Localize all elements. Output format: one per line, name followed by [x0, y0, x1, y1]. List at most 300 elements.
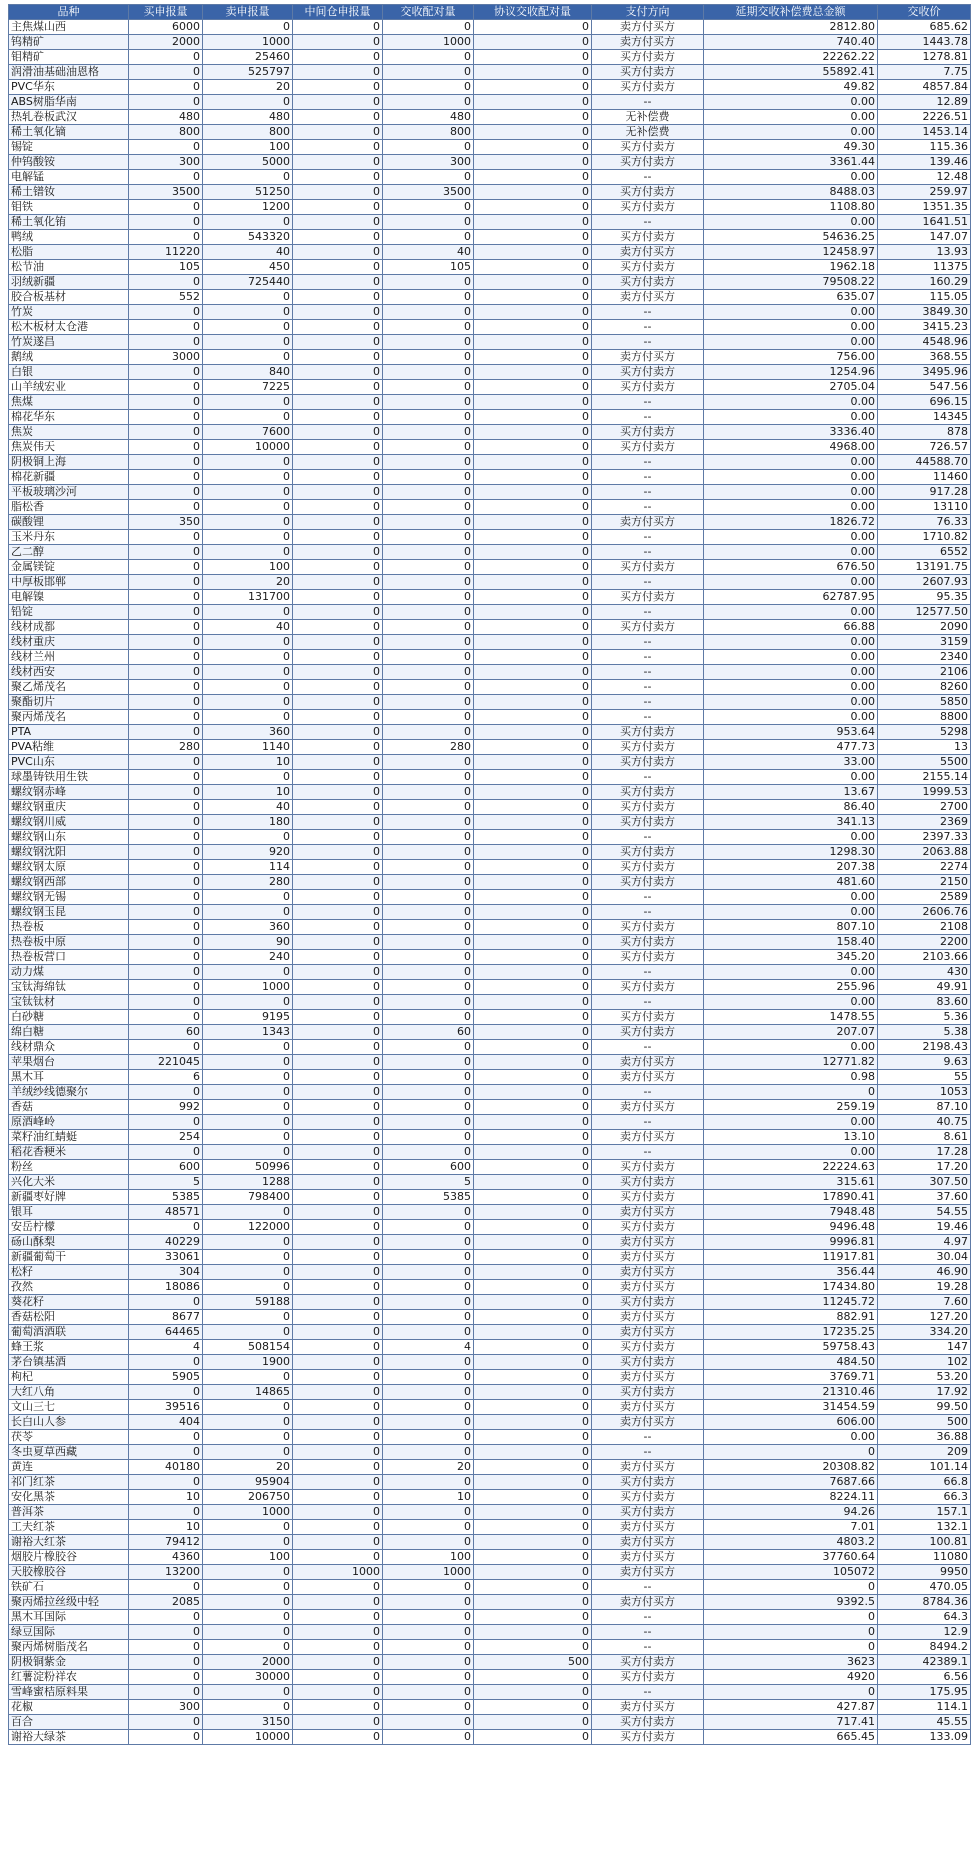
cell-agreement-matched: 0	[474, 380, 592, 395]
table-row	[9, 1280, 971, 1295]
cell-payment-direction: 卖方付买方	[592, 1235, 704, 1250]
cell-compensation-total: 4803.2	[704, 1535, 878, 1550]
cell-sell-declared: 9195	[203, 1010, 293, 1025]
cell-delivery-price: 139.46	[878, 155, 971, 170]
cell-agreement-matched: 0	[474, 1715, 592, 1730]
cell-agreement-matched: 0	[474, 50, 592, 65]
cell-variety: PVA粘维	[9, 740, 129, 755]
cell-sell-declared: 59188	[203, 1295, 293, 1310]
cell-buy-declared: 48571	[129, 1205, 203, 1220]
cell-payment-direction: --	[592, 605, 704, 620]
cell-sell-declared: 10000	[203, 1730, 293, 1745]
cell-agreement-matched: 0	[474, 365, 592, 380]
cell-buy-declared: 0	[129, 980, 203, 995]
cell-payment-direction: 卖方付买方	[592, 1250, 704, 1265]
cell-agreement-matched: 0	[474, 875, 592, 890]
cell-variety: 仲钨酸铵	[9, 155, 129, 170]
cell-compensation-total: 2812.80	[704, 20, 878, 35]
cell-payment-direction: --	[592, 650, 704, 665]
cell-sell-declared: 0	[203, 485, 293, 500]
cell-compensation-total: 0.00	[704, 695, 878, 710]
cell-variety: 棉花华东	[9, 410, 129, 425]
cell-delivery-matched: 0	[383, 845, 474, 860]
cell-variety: 螺纹钢无锡	[9, 890, 129, 905]
cell-variety: 松籽	[9, 1265, 129, 1280]
cell-agreement-matched: 0	[474, 650, 592, 665]
cell-sell-declared: 5000	[203, 155, 293, 170]
header-delivery-price: 交收价	[878, 5, 971, 20]
cell-variety: 长白山人参	[9, 1415, 129, 1430]
cell-agreement-matched: 0	[474, 935, 592, 950]
cell-buy-declared: 60	[129, 1025, 203, 1040]
table-row	[9, 1565, 971, 1580]
cell-buy-declared: 0	[129, 710, 203, 725]
cell-buy-declared: 0	[129, 800, 203, 815]
cell-intermediate-declared: 0	[293, 650, 383, 665]
cell-payment-direction: --	[592, 995, 704, 1010]
cell-payment-direction: 买方付卖方	[592, 845, 704, 860]
cell-compensation-total: 55892.41	[704, 65, 878, 80]
cell-sell-declared: 0	[203, 1640, 293, 1655]
cell-variety: 羊绒纱线德聚尔	[9, 1085, 129, 1100]
cell-sell-declared: 0	[203, 1100, 293, 1115]
table-row	[9, 935, 971, 950]
cell-payment-direction: 卖方付买方	[592, 1370, 704, 1385]
cell-variety: 枸杞	[9, 1370, 129, 1385]
cell-sell-declared: 360	[203, 920, 293, 935]
cell-sell-declared: 725440	[203, 275, 293, 290]
cell-variety: 脂松香	[9, 500, 129, 515]
cell-variety: 新疆葡萄干	[9, 1250, 129, 1265]
cell-compensation-total: 22262.22	[704, 50, 878, 65]
cell-sell-declared: 0	[203, 770, 293, 785]
cell-delivery-matched: 0	[383, 365, 474, 380]
cell-buy-declared: 2085	[129, 1595, 203, 1610]
cell-agreement-matched: 0	[474, 785, 592, 800]
cell-compensation-total: 9996.81	[704, 1235, 878, 1250]
cell-delivery-price: 7.75	[878, 65, 971, 80]
cell-agreement-matched: 0	[474, 275, 592, 290]
cell-buy-declared: 0	[129, 1505, 203, 1520]
cell-sell-declared: 0	[203, 1400, 293, 1415]
cell-delivery-price: 49.91	[878, 980, 971, 995]
cell-payment-direction: 买方付卖方	[592, 425, 704, 440]
cell-delivery-matched: 105	[383, 260, 474, 275]
cell-buy-declared: 33061	[129, 1250, 203, 1265]
cell-variety: 铁矿石	[9, 1580, 129, 1595]
cell-delivery-matched: 0	[383, 215, 474, 230]
table-row	[9, 1400, 971, 1415]
cell-payment-direction: 卖方付买方	[592, 515, 704, 530]
cell-delivery-matched: 0	[383, 485, 474, 500]
cell-agreement-matched: 0	[474, 425, 592, 440]
cell-agreement-matched: 0	[474, 695, 592, 710]
cell-delivery-price: 133.09	[878, 1730, 971, 1745]
cell-agreement-matched: 0	[474, 470, 592, 485]
table-row	[9, 1670, 971, 1685]
cell-delivery-price: 5500	[878, 755, 971, 770]
cell-variety: 黑木耳国际	[9, 1610, 129, 1625]
cell-payment-direction: 买方付卖方	[592, 875, 704, 890]
cell-variety: 稻花香粳米	[9, 1145, 129, 1160]
cell-agreement-matched: 0	[474, 500, 592, 515]
cell-payment-direction: --	[592, 1685, 704, 1700]
cell-compensation-total: 953.64	[704, 725, 878, 740]
cell-payment-direction: 卖方付买方	[592, 1205, 704, 1220]
cell-sell-declared: 2000	[203, 1655, 293, 1670]
cell-buy-declared: 254	[129, 1130, 203, 1145]
cell-variety: 中厚板邯郸	[9, 575, 129, 590]
cell-intermediate-declared: 0	[293, 245, 383, 260]
cell-compensation-total: 0	[704, 1085, 878, 1100]
table-row	[9, 1025, 971, 1040]
cell-delivery-price: 30.04	[878, 1250, 971, 1265]
cell-buy-declared: 0	[129, 845, 203, 860]
cell-payment-direction: 卖方付买方	[592, 20, 704, 35]
cell-compensation-total: 7948.48	[704, 1205, 878, 1220]
cell-delivery-price: 4857.84	[878, 80, 971, 95]
cell-delivery-matched: 0	[383, 890, 474, 905]
cell-compensation-total: 0	[704, 1445, 878, 1460]
cell-agreement-matched: 0	[474, 230, 592, 245]
cell-delivery-matched: 0	[383, 335, 474, 350]
cell-payment-direction: --	[592, 1625, 704, 1640]
cell-sell-declared: 40	[203, 245, 293, 260]
cell-delivery-price: 3415.23	[878, 320, 971, 335]
cell-sell-declared: 798400	[203, 1190, 293, 1205]
cell-sell-declared: 0	[203, 1280, 293, 1295]
table-row	[9, 890, 971, 905]
cell-compensation-total: 1826.72	[704, 515, 878, 530]
cell-agreement-matched: 0	[474, 800, 592, 815]
cell-variety: 热卷板营口	[9, 950, 129, 965]
cell-delivery-price: 115.36	[878, 140, 971, 155]
table-row	[9, 920, 971, 935]
cell-sell-declared: 14865	[203, 1385, 293, 1400]
cell-agreement-matched: 0	[474, 1250, 592, 1265]
cell-agreement-matched: 0	[474, 1130, 592, 1145]
cell-intermediate-declared: 0	[293, 440, 383, 455]
table-row	[9, 440, 971, 455]
cell-intermediate-declared: 0	[293, 1115, 383, 1130]
cell-payment-direction: 买方付卖方	[592, 1010, 704, 1025]
cell-agreement-matched: 0	[474, 395, 592, 410]
cell-delivery-matched: 0	[383, 1370, 474, 1385]
cell-intermediate-declared: 0	[293, 800, 383, 815]
cell-variety: 黑木耳	[9, 1070, 129, 1085]
cell-agreement-matched: 0	[474, 170, 592, 185]
cell-delivery-matched: 0	[383, 1220, 474, 1235]
table-row	[9, 350, 971, 365]
cell-sell-declared: 0	[203, 1145, 293, 1160]
cell-delivery-matched: 0	[383, 980, 474, 995]
cell-variety: PTA	[9, 725, 129, 740]
cell-sell-declared: 0	[203, 1535, 293, 1550]
cell-buy-declared: 0	[129, 920, 203, 935]
cell-payment-direction: 买方付卖方	[592, 1385, 704, 1400]
cell-buy-declared: 0	[129, 500, 203, 515]
cell-payment-direction: --	[592, 95, 704, 110]
cell-variety: 香菇	[9, 1100, 129, 1115]
cell-intermediate-declared: 0	[293, 1340, 383, 1355]
cell-variety: 螺纹钢沈阳	[9, 845, 129, 860]
cell-payment-direction: --	[592, 1085, 704, 1100]
cell-compensation-total: 11917.81	[704, 1250, 878, 1265]
cell-payment-direction: 买方付卖方	[592, 50, 704, 65]
cell-delivery-matched: 0	[383, 710, 474, 725]
cell-compensation-total: 0.98	[704, 1070, 878, 1085]
cell-variety: 线材鼎众	[9, 1040, 129, 1055]
cell-intermediate-declared: 0	[293, 1625, 383, 1640]
cell-sell-declared: 0	[203, 170, 293, 185]
cell-payment-direction: 买方付卖方	[592, 860, 704, 875]
cell-buy-declared: 40229	[129, 1235, 203, 1250]
cell-intermediate-declared: 0	[293, 1355, 383, 1370]
cell-variety: 电解镍	[9, 590, 129, 605]
cell-intermediate-declared: 0	[293, 1460, 383, 1475]
cell-compensation-total: 0.00	[704, 965, 878, 980]
cell-buy-declared: 0	[129, 1295, 203, 1310]
cell-delivery-price: 14345	[878, 410, 971, 425]
table-row	[9, 965, 971, 980]
cell-agreement-matched: 0	[474, 185, 592, 200]
header-payment-direction: 支付方向	[592, 5, 704, 20]
cell-compensation-total: 33.00	[704, 755, 878, 770]
cell-buy-declared: 0	[129, 1580, 203, 1595]
cell-delivery-matched: 0	[383, 1400, 474, 1415]
cell-delivery-matched: 0	[383, 1310, 474, 1325]
cell-agreement-matched: 0	[474, 95, 592, 110]
cell-intermediate-declared: 0	[293, 1010, 383, 1025]
cell-variety: 大红八角	[9, 1385, 129, 1400]
cell-intermediate-declared: 0	[293, 830, 383, 845]
cell-compensation-total: 1962.18	[704, 260, 878, 275]
cell-variety: 百合	[9, 1715, 129, 1730]
settlement-table-container	[8, 4, 971, 1745]
cell-delivery-matched: 0	[383, 455, 474, 470]
cell-intermediate-declared: 0	[293, 1085, 383, 1100]
cell-delivery-price: 1278.81	[878, 50, 971, 65]
cell-agreement-matched: 0	[474, 920, 592, 935]
cell-sell-declared: 0	[203, 905, 293, 920]
cell-delivery-price: 114.1	[878, 1700, 971, 1715]
cell-payment-direction: --	[592, 965, 704, 980]
cell-agreement-matched: 0	[474, 1040, 592, 1055]
table-row	[9, 470, 971, 485]
cell-compensation-total: 17235.25	[704, 1325, 878, 1340]
cell-sell-declared: 0	[203, 1250, 293, 1265]
cell-buy-declared: 0	[129, 785, 203, 800]
cell-delivery-matched: 0	[383, 680, 474, 695]
cell-intermediate-declared: 0	[293, 770, 383, 785]
cell-delivery-price: 147	[878, 1340, 971, 1355]
cell-intermediate-declared: 0	[293, 305, 383, 320]
cell-payment-direction: 卖方付买方	[592, 1565, 704, 1580]
cell-intermediate-declared: 0	[293, 740, 383, 755]
table-row	[9, 1685, 971, 1700]
cell-sell-declared: 0	[203, 680, 293, 695]
cell-compensation-total: 0.00	[704, 1145, 878, 1160]
cell-agreement-matched: 0	[474, 1565, 592, 1580]
cell-compensation-total: 54636.25	[704, 230, 878, 245]
cell-payment-direction: --	[592, 170, 704, 185]
cell-compensation-total: 0.00	[704, 1040, 878, 1055]
cell-delivery-matched: 100	[383, 1550, 474, 1565]
cell-buy-declared: 0	[129, 140, 203, 155]
cell-sell-declared: 100	[203, 140, 293, 155]
cell-intermediate-declared: 0	[293, 1310, 383, 1325]
cell-compensation-total: 0	[704, 1580, 878, 1595]
table-row	[9, 1115, 971, 1130]
table-row	[9, 1325, 971, 1340]
cell-sell-declared: 0	[203, 710, 293, 725]
cell-variety: 棉花新疆	[9, 470, 129, 485]
table-row	[9, 1205, 971, 1220]
cell-delivery-matched: 0	[383, 950, 474, 965]
cell-variety: 安化黑茶	[9, 1490, 129, 1505]
table-row	[9, 545, 971, 560]
cell-agreement-matched: 0	[474, 80, 592, 95]
cell-sell-declared: 180	[203, 815, 293, 830]
cell-agreement-matched: 0	[474, 530, 592, 545]
cell-delivery-matched: 0	[383, 65, 474, 80]
cell-delivery-price: 6552	[878, 545, 971, 560]
cell-delivery-price: 430	[878, 965, 971, 980]
cell-delivery-matched: 0	[383, 1235, 474, 1250]
cell-intermediate-declared: 0	[293, 1100, 383, 1115]
cell-buy-declared: 0	[129, 1430, 203, 1445]
cell-variety: 钨精矿	[9, 35, 129, 50]
cell-payment-direction: --	[592, 770, 704, 785]
cell-delivery-matched: 0	[383, 1670, 474, 1685]
cell-payment-direction: 买方付卖方	[592, 140, 704, 155]
cell-delivery-matched: 0	[383, 1250, 474, 1265]
cell-buy-declared: 0	[129, 1040, 203, 1055]
cell-delivery-matched: 20	[383, 1460, 474, 1475]
cell-variety: 焦煤	[9, 395, 129, 410]
cell-delivery-price: 2274	[878, 860, 971, 875]
cell-delivery-matched: 4	[383, 1340, 474, 1355]
cell-agreement-matched: 0	[474, 1685, 592, 1700]
cell-variety: 钼铁	[9, 200, 129, 215]
cell-intermediate-declared: 0	[293, 1445, 383, 1460]
cell-agreement-matched: 0	[474, 770, 592, 785]
cell-variety: 新疆枣好牌	[9, 1190, 129, 1205]
cell-buy-declared: 0	[129, 770, 203, 785]
cell-variety: ABS树脂华南	[9, 95, 129, 110]
cell-agreement-matched: 0	[474, 815, 592, 830]
cell-delivery-price: 334.20	[878, 1325, 971, 1340]
cell-delivery-price: 99.50	[878, 1400, 971, 1415]
cell-delivery-matched: 0	[383, 560, 474, 575]
cell-payment-direction: 卖方付买方	[592, 1310, 704, 1325]
cell-buy-declared: 0	[129, 830, 203, 845]
cell-delivery-matched: 300	[383, 155, 474, 170]
cell-delivery-matched: 1000	[383, 35, 474, 50]
cell-variety: 普洱茶	[9, 1505, 129, 1520]
cell-buy-declared: 0	[129, 860, 203, 875]
cell-payment-direction: 买方付卖方	[592, 65, 704, 80]
cell-delivery-matched: 0	[383, 1625, 474, 1640]
cell-agreement-matched: 0	[474, 1025, 592, 1040]
cell-delivery-price: 37.60	[878, 1190, 971, 1205]
cell-buy-declared: 0	[129, 605, 203, 620]
cell-agreement-matched: 0	[474, 845, 592, 860]
cell-delivery-price: 12.9	[878, 1625, 971, 1640]
cell-agreement-matched: 0	[474, 1490, 592, 1505]
cell-buy-declared: 4360	[129, 1550, 203, 1565]
cell-compensation-total: 259.19	[704, 1100, 878, 1115]
table-row	[9, 395, 971, 410]
cell-intermediate-declared: 0	[293, 875, 383, 890]
cell-compensation-total: 59758.43	[704, 1340, 878, 1355]
cell-payment-direction: 买方付卖方	[592, 1295, 704, 1310]
table-row	[9, 215, 971, 230]
cell-delivery-matched: 0	[383, 20, 474, 35]
table-row	[9, 620, 971, 635]
cell-buy-declared: 6	[129, 1070, 203, 1085]
cell-buy-declared: 0	[129, 425, 203, 440]
cell-delivery-price: 95.35	[878, 590, 971, 605]
cell-payment-direction: --	[592, 485, 704, 500]
cell-intermediate-declared: 0	[293, 1220, 383, 1235]
cell-variety: 绿豆国际	[9, 1625, 129, 1640]
table-row	[9, 500, 971, 515]
cell-buy-declared: 800	[129, 125, 203, 140]
cell-agreement-matched: 0	[474, 1190, 592, 1205]
cell-delivery-price: 9950	[878, 1565, 971, 1580]
cell-intermediate-declared: 0	[293, 785, 383, 800]
cell-variety: 松节油	[9, 260, 129, 275]
cell-compensation-total: 0.00	[704, 545, 878, 560]
cell-payment-direction: --	[592, 695, 704, 710]
cell-intermediate-declared: 0	[293, 1235, 383, 1250]
cell-agreement-matched: 0	[474, 1430, 592, 1445]
cell-compensation-total: 0.00	[704, 995, 878, 1010]
cell-sell-declared: 0	[203, 1085, 293, 1100]
cell-delivery-price: 55	[878, 1070, 971, 1085]
cell-delivery-matched: 0	[383, 1295, 474, 1310]
cell-delivery-price: 66.3	[878, 1490, 971, 1505]
cell-agreement-matched: 0	[474, 1010, 592, 1025]
cell-delivery-matched: 0	[383, 1280, 474, 1295]
cell-delivery-price: 6.56	[878, 1670, 971, 1685]
table-row	[9, 335, 971, 350]
cell-payment-direction: 卖方付买方	[592, 1700, 704, 1715]
cell-buy-declared: 0	[129, 365, 203, 380]
cell-payment-direction: 买方付卖方	[592, 815, 704, 830]
cell-agreement-matched: 0	[474, 1100, 592, 1115]
cell-delivery-price: 157.1	[878, 1505, 971, 1520]
cell-sell-declared: 0	[203, 1445, 293, 1460]
cell-agreement-matched: 0	[474, 575, 592, 590]
cell-agreement-matched: 0	[474, 125, 592, 140]
cell-delivery-matched: 0	[383, 350, 474, 365]
cell-compensation-total: 0.00	[704, 470, 878, 485]
cell-buy-declared: 0	[129, 635, 203, 650]
cell-delivery-price: 175.95	[878, 1685, 971, 1700]
table-row	[9, 800, 971, 815]
cell-delivery-price: 54.55	[878, 1205, 971, 1220]
cell-payment-direction: --	[592, 1145, 704, 1160]
table-row	[9, 230, 971, 245]
table-row	[9, 140, 971, 155]
cell-variety: 茅台镇基酒	[9, 1355, 129, 1370]
cell-payment-direction: --	[592, 1040, 704, 1055]
cell-agreement-matched: 0	[474, 905, 592, 920]
cell-agreement-matched: 0	[474, 1085, 592, 1100]
cell-intermediate-declared: 0	[293, 1385, 383, 1400]
